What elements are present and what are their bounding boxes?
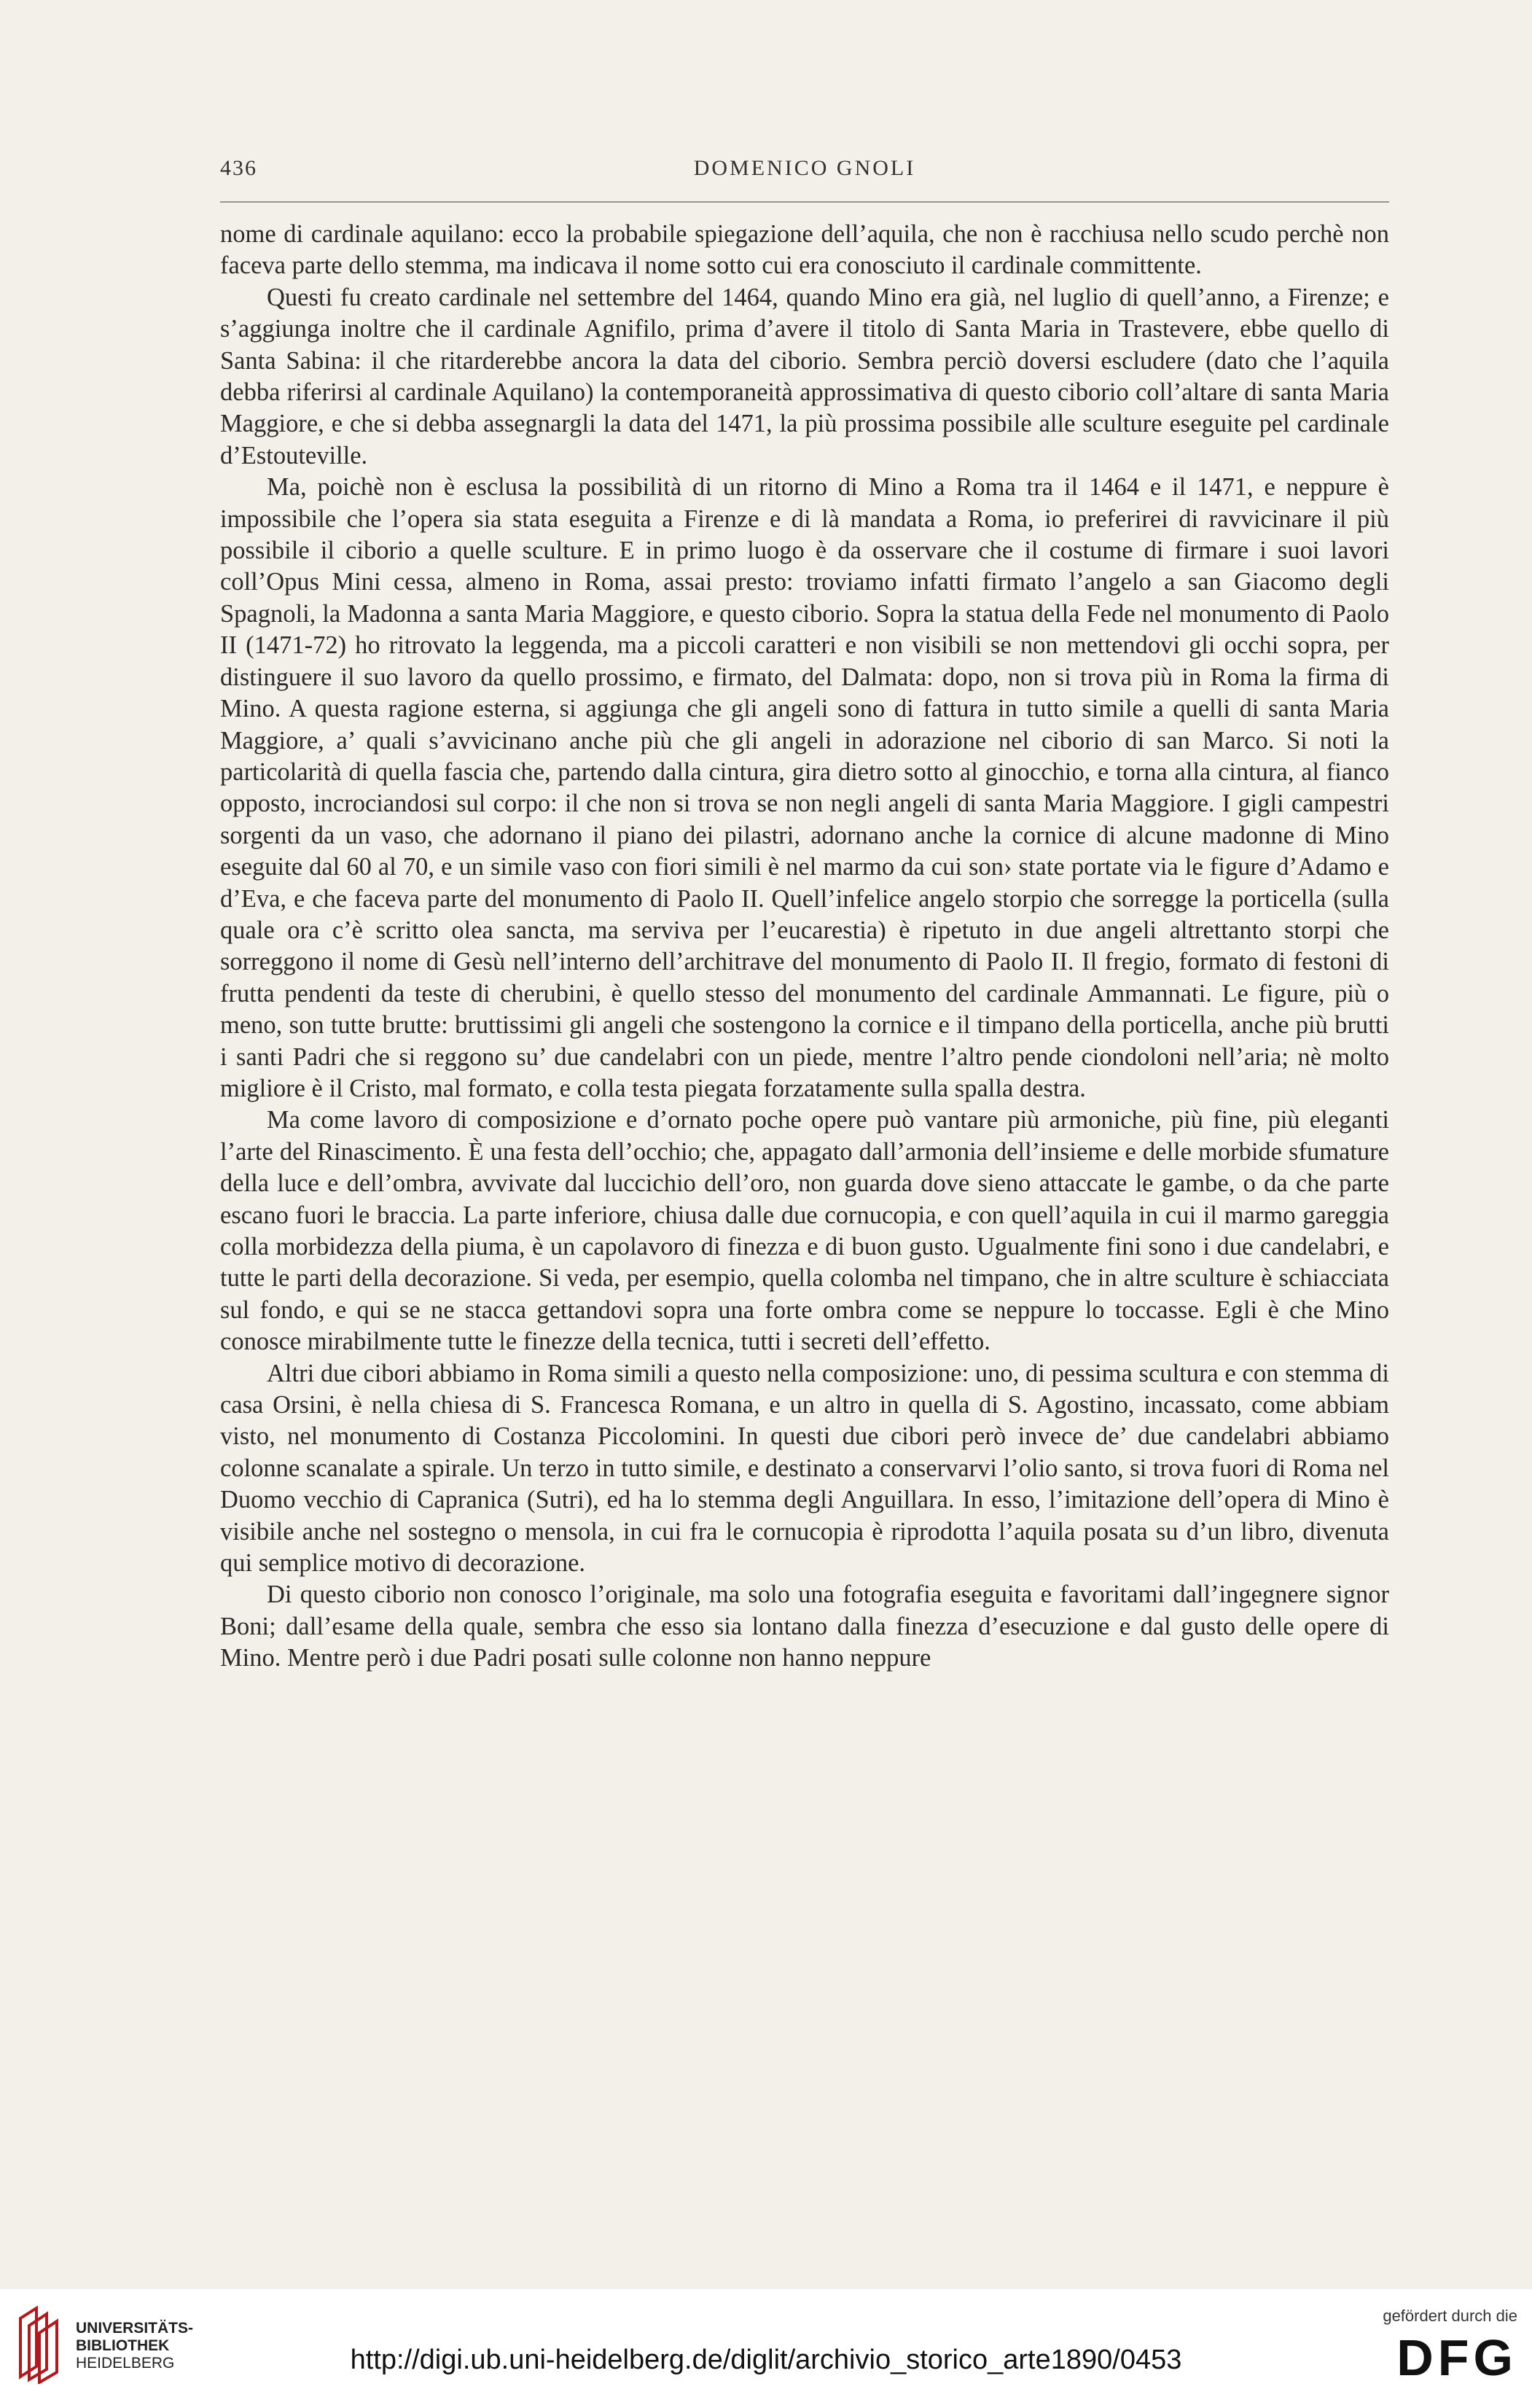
paragraph: Ma come lavoro di composizione e d’ornato poche opere può vantare più armoniche, più fine, più eleganti l’arte del Rinascimento. È una festa dell’occhio; che, appagato dall’armonia dell’insieme e delle morbide sfumature della luce e dell’ombra, avvivate dal luccichio dell’oro, non guarda dove sieno attaccate le gambe, o da che parte escano fuori le braccia. La parte inferiore, chiusa dalle due cornucopia, e con quell’aquila in cui il marmo gareggia colla morbidezza della piuma, è un capolavoro di finezza e di buon gusto. Ugualmente fini sono i due candelabri, e tutte le parti della decorazione. Si veda, per esempio, quella colomba nel timpano, che in altre sculture è schiacciata sul fondo, e qui se ne stacca gettandovi sopra una forte ombra come se neppure lo toccasse. Egli è che Mino conosce mirabilmente tutte le finezze della tecnica, tutti i secreti dell’effetto.	[220, 1106, 1389, 1356]
body-text	[220, 219, 1389, 1675]
paragraph: Altri due cibori abbiamo in Roma simili a questo nella composizione: uno, di pessima scultura e con stemma di casa Orsini, è nella chiesa di S. Francesca Romana, e un altro in quella di S. Agostino, incassato, come abbiam visto, nel monumento di Costanza Piccolomini. In questi due cibori però invece de’ due candelabri abbiamo colonne scanalate a spirale. Un terzo in tutto simile, e destinato a conservarvi l’olio santo, si trova fuori di Roma nel Duomo vecchio di Capranica (Sutri), ed ha lo stemma degli Anguillara. In esso, l’imitazione dell’opera di Mino è visibile anche nel sostegno o mensola, in cui fra le cornucopia è riprodotta l’aquila posata su d’un libro, divenuta qui semplice motivo di decorazione.	[220, 1359, 1389, 1578]
paragraph: Ma, poichè non è esclusa la possibilità di un ritorno di Mino a Roma tra il 1464 e il 1471, e neppure è impossibile che l’opera sia stata eseguita a Firenze e di là mandata a Roma, io preferirei di ravvicinare il più possibile il ciborio a quelle sculture. E in primo luogo è da osservare che il costume di firmare i suoi lavori coll’Opus Mini cessa, almeno in Roma, assai presto: troviamo infatti firmato l’angelo a san Giacomo degli Spagnoli, la Madonna a santa Maria Maggiore, e questo ciborio. Sopra la statua della Fede nel monumento di Paolo II (1471-72) ho ritrovato la leggenda, ma a piccoli caratteri e non visibili se non mettendovi gli occhi sopra, per distinguere il suo lavoro da quello prossimo, e firmato, del Dalmata: dopo, non si trova più in Roma la firma di Mino. A questa ragione esterna, si aggiunga che gli angeli sono di fattura in tutto simile a quelli di santa Maria Maggiore, a’ quali s’avvicinano anche più che gli angeli in adorazione nel ciborio di san Marco. Si noti la particolarità di quella fascia che, partendo dalla cintura, gira dietro sotto al ginocchio, e torna alla cintura, al fianco opposto, incrociandosi sul corpo: il che non si trova se non negli angeli di santa Maria Maggiore. I gigli campestri sorgenti da un vaso, che adornano il piano dei pilastri, adornano anche la cornice di alcune madonne di Mino eseguite dal 60 al 70, e un simile vaso con fiori simili è nel marmo da cui son› state portate via le figure d’Adamo e d’Eva, e che faceva parte del monumento di Paolo II. Quell’infelice angelo storpio che sorregge la porticella (sulla quale ora c’è scritto olea sancta, ma serviva per l’eucarestia) è ripetuto in due angeli altrettanto storpi che sorreggono il nome di Gesù nell’interno dell’architrave del monumento di Paolo II. Il fregio, formato di festoni di frutta pendenti da teste di cherubini, è quello stesso del monumento del cardinale Ammannati. Le figure, più o meno, son tutte brutte: bruttissimi gli angeli che sostengono la cornice e il timpano della porticella, anche più brutti i santi Padri che si reggono su’ due candelabri con un piede, mentre l’altro pende ciondoloni nell’aria; nè molto migliore è il Cristo, mal formato, e colla testa piegata forzatamente sulla spalla destra.	[220, 473, 1389, 1102]
library-name-line3: HEIDELBERG	[76, 2355, 175, 2372]
running-title: DOMENICO GNOLI	[693, 156, 916, 180]
paragraph: Di questo ciborio non conosco l’originale, ma solo una fotografia eseguita e favoritami dall’ingegnere signor Boni; dall’esame della quale, sembra che esso sia lontano dalla finezza d’esecuzione e dal gusto delle opere di Mino. Mentre però i due Padri posati sulle colonne non hanno neppure	[220, 1581, 1389, 1672]
viewer-footer	[0, 2289, 1532, 2408]
page-number: 436	[220, 156, 257, 180]
running-header	[220, 156, 1389, 185]
funder-label: gefördert durch die	[1383, 2307, 1517, 2325]
header-rule	[220, 201, 1389, 203]
paragraph: nome di cardinale aquilano: ecco la probabile spiegazione dell’aquila, che non è racchiusa nello scudo perchè non faceva parte dello stemma, ma indicava il nome sotto cui era conosciuto il cardinale committente.	[220, 220, 1389, 280]
library-name-line2: BIBLIOTHEK	[76, 2337, 170, 2354]
dfg-funding-logo[interactable]	[1357, 2307, 1517, 2394]
paragraph: Questi fu creato cardinale nel settembre del 1464, quando Mino era già, nel luglio di quell’anno, a Firenze; e s’aggiunga inoltre che il cardinale Agnifilo, prima d’avere il titolo di Santa Maria in Trastevere, ebbe quello di Santa Sabina: il che ritarderebbe ancora la data del ciborio. Sembra perciò doversi escludere (dato che l’aquila debba riferirsi al cardinale Aquilano) la contemporaneità approssimativa di questo ciborio coll’altare di santa Maria Maggiore, e che si debba assegnargli la data del 1471, la più prossima possibile alle sculture eseguite pel cardinale d’Estouteville.	[220, 283, 1389, 469]
dfg-logo-icon: DFG	[1396, 2329, 1517, 2386]
library-name-line1: UNIVERSITÄTS-	[76, 2320, 194, 2337]
permalink-url[interactable]: http://digi.ub.uni-heidelberg.de/diglit/archivio_storico_arte1890/0453	[350, 2345, 1182, 2375]
